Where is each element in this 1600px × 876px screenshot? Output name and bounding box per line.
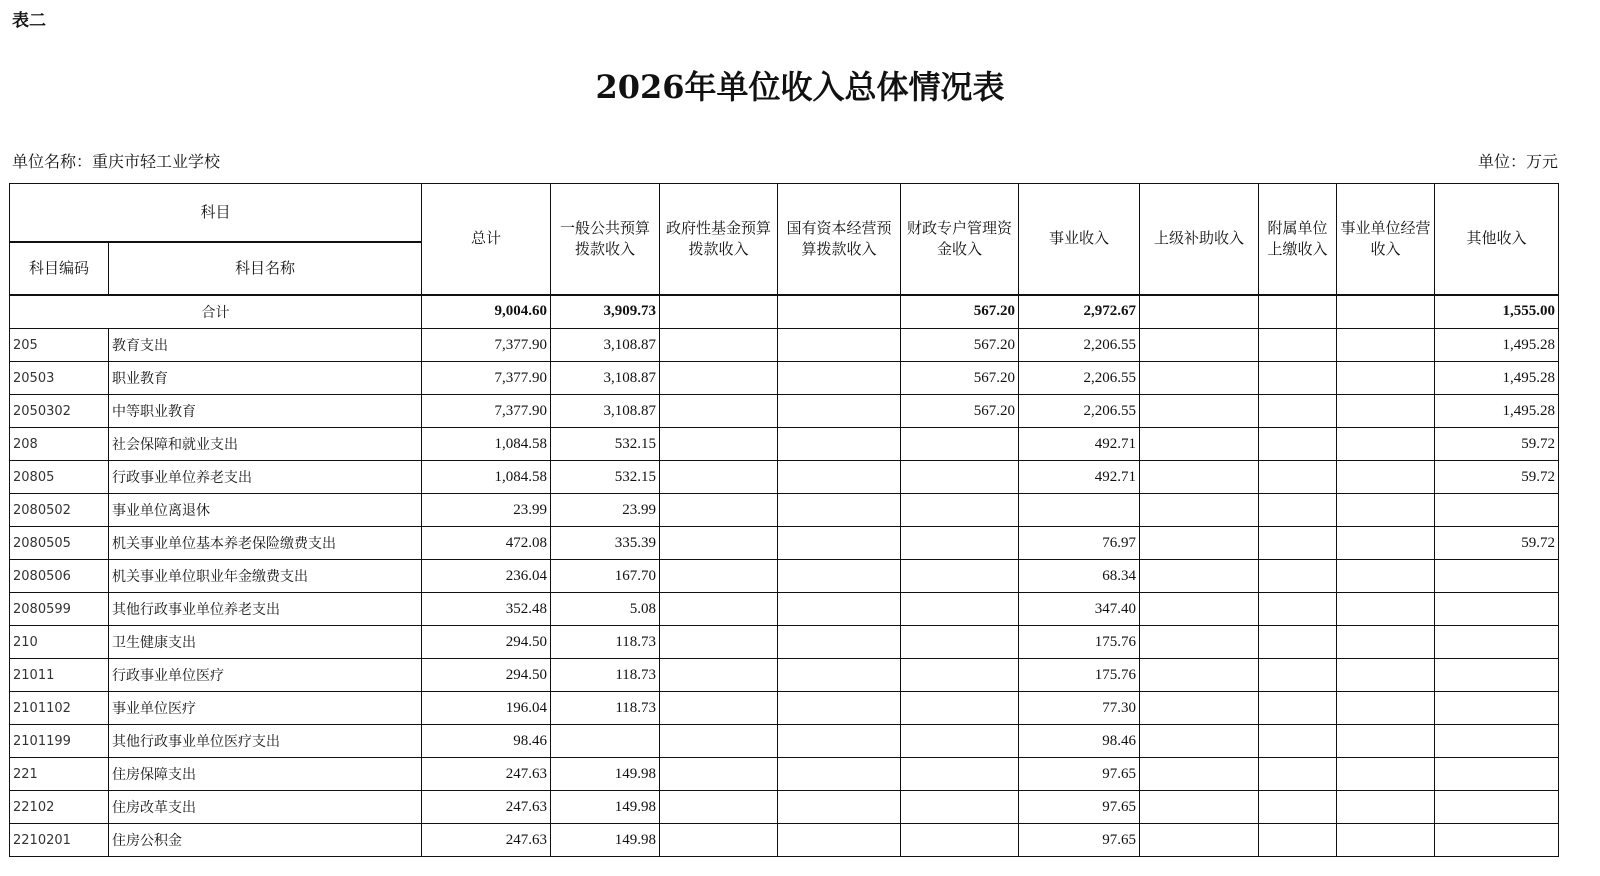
state-capital-cell: [778, 659, 901, 692]
special-fund-cell: [901, 725, 1019, 758]
header-subject-name: 科目名称: [109, 242, 422, 295]
operating-cell: [1337, 494, 1435, 527]
business-cell: 2,206.55: [1019, 395, 1140, 428]
general-public-cell: 118.73: [551, 692, 660, 725]
other-cell: 59.72: [1435, 428, 1559, 461]
state-capital-cell: [778, 692, 901, 725]
affiliated-cell: [1259, 494, 1337, 527]
subject-code-cell: 2080506: [10, 560, 109, 593]
special-fund-cell: [901, 626, 1019, 659]
table-row: [10, 626, 1559, 659]
affiliated-cell: [1259, 758, 1337, 791]
operating-cell: [1337, 362, 1435, 395]
total-general-public-cell: 3,909.73: [551, 295, 660, 329]
business-cell: 68.34: [1019, 560, 1140, 593]
total-cell: 196.04: [422, 692, 551, 725]
total-cell: 9,004.60: [422, 295, 551, 329]
header-general-public-budget: 一般公共预算拨款收入: [551, 184, 660, 295]
subject-code-cell: 21011: [10, 659, 109, 692]
total-affiliated-cell: [1259, 295, 1337, 329]
affiliated-cell: [1259, 659, 1337, 692]
operating-cell: [1337, 395, 1435, 428]
general-public-cell: [551, 725, 660, 758]
total-operating-cell: [1337, 295, 1435, 329]
business-cell: 175.76: [1019, 626, 1140, 659]
business-cell: 347.40: [1019, 593, 1140, 626]
subject-code-cell: 20805: [10, 461, 109, 494]
total-cell: 7,377.90: [422, 395, 551, 428]
total-superior-subsidy-cell: [1140, 295, 1259, 329]
operating-cell: [1337, 758, 1435, 791]
subject-code-cell: 221: [10, 758, 109, 791]
other-cell: [1435, 659, 1559, 692]
affiliated-cell: [1259, 692, 1337, 725]
table-row: [10, 593, 1559, 626]
business-cell: 97.65: [1019, 791, 1140, 824]
affiliated-cell: [1259, 527, 1337, 560]
total-cell: 7,377.90: [422, 362, 551, 395]
special-fund-cell: 567.20: [901, 329, 1019, 362]
unit-name-label: 单位名称：重庆市轻工业学校: [12, 152, 221, 171]
table-row: [10, 461, 1559, 494]
other-cell: [1435, 824, 1559, 857]
table-row: [10, 362, 1559, 395]
general-public-cell: 5.08: [551, 593, 660, 626]
table-row: [10, 494, 1559, 527]
special-fund-cell: [901, 560, 1019, 593]
other-cell: 1,495.28: [1435, 329, 1559, 362]
superior-subsidy-cell: [1140, 593, 1259, 626]
total-state-capital-cell: [778, 295, 901, 329]
business-cell: 492.71: [1019, 461, 1140, 494]
business-cell: 76.97: [1019, 527, 1140, 560]
total-cell: 472.08: [422, 527, 551, 560]
header-special-fund: 财政专户管理资金收入: [901, 184, 1019, 295]
table-number-label: 表二: [12, 11, 46, 31]
business-cell: 2,206.55: [1019, 362, 1140, 395]
subject-code-cell: 2101199: [10, 725, 109, 758]
header-state-capital-budget: 国有资本经营预算拨款收入: [778, 184, 901, 295]
superior-subsidy-cell: [1140, 824, 1259, 857]
superior-subsidy-cell: [1140, 692, 1259, 725]
business-cell: 97.65: [1019, 758, 1140, 791]
state-capital-cell: [778, 461, 901, 494]
subject-code-cell: 2080502: [10, 494, 109, 527]
header-subject-code: 科目编码: [10, 242, 109, 295]
gov-fund-cell: [660, 692, 778, 725]
state-capital-cell: [778, 758, 901, 791]
table-body: [10, 295, 1559, 857]
total-cell: 236.04: [422, 560, 551, 593]
affiliated-cell: [1259, 362, 1337, 395]
subject-code-cell: 2050302: [10, 395, 109, 428]
header-gov-fund-budget: 政府性基金预算拨款收入: [660, 184, 778, 295]
operating-cell: [1337, 527, 1435, 560]
operating-cell: [1337, 461, 1435, 494]
special-fund-cell: [901, 692, 1019, 725]
affiliated-cell: [1259, 395, 1337, 428]
business-cell: 98.46: [1019, 725, 1140, 758]
general-public-cell: 3,108.87: [551, 395, 660, 428]
special-fund-cell: [901, 428, 1019, 461]
superior-subsidy-cell: [1140, 362, 1259, 395]
special-fund-cell: [901, 659, 1019, 692]
superior-subsidy-cell: [1140, 626, 1259, 659]
general-public-cell: 118.73: [551, 626, 660, 659]
subject-name-cell: 机关事业单位基本养老保险缴费支出: [109, 527, 422, 560]
state-capital-cell: [778, 395, 901, 428]
special-fund-cell: [901, 494, 1019, 527]
superior-subsidy-cell: [1140, 758, 1259, 791]
superior-subsidy-cell: [1140, 791, 1259, 824]
affiliated-cell: [1259, 428, 1337, 461]
subject-code-cell: 2101102: [10, 692, 109, 725]
gov-fund-cell: [660, 329, 778, 362]
state-capital-cell: [778, 791, 901, 824]
superior-subsidy-cell: [1140, 395, 1259, 428]
superior-subsidy-cell: [1140, 560, 1259, 593]
other-cell: 1,495.28: [1435, 395, 1559, 428]
superior-subsidy-cell: [1140, 527, 1259, 560]
table-row: [10, 395, 1559, 428]
gov-fund-cell: [660, 560, 778, 593]
special-fund-cell: [901, 824, 1019, 857]
subject-code-cell: 208: [10, 428, 109, 461]
business-cell: 97.65: [1019, 824, 1140, 857]
affiliated-cell: [1259, 461, 1337, 494]
table-row: [10, 824, 1559, 857]
header-subject: 科目: [10, 184, 422, 242]
subject-code-cell: 22102: [10, 791, 109, 824]
superior-subsidy-cell: [1140, 428, 1259, 461]
other-cell: [1435, 560, 1559, 593]
table-row: [10, 692, 1559, 725]
total-cell: 294.50: [422, 626, 551, 659]
state-capital-cell: [778, 527, 901, 560]
total-cell: 294.50: [422, 659, 551, 692]
operating-cell: [1337, 824, 1435, 857]
affiliated-cell: [1259, 626, 1337, 659]
gov-fund-cell: [660, 626, 778, 659]
special-fund-cell: 567.20: [901, 362, 1019, 395]
special-fund-cell: 567.20: [901, 395, 1019, 428]
table-row: [10, 758, 1559, 791]
subject-name-cell: 其他行政事业单位养老支出: [109, 593, 422, 626]
subject-name-cell: 社会保障和就业支出: [109, 428, 422, 461]
subject-name-cell: 机关事业单位职业年金缴费支出: [109, 560, 422, 593]
total-cell: 247.63: [422, 758, 551, 791]
special-fund-cell: [901, 461, 1019, 494]
total-cell: 7,377.90: [422, 329, 551, 362]
general-public-cell: 149.98: [551, 758, 660, 791]
gov-fund-cell: [660, 494, 778, 527]
affiliated-cell: [1259, 560, 1337, 593]
operating-cell: [1337, 626, 1435, 659]
header-superior-subsidy: 上级补助收入: [1140, 184, 1259, 295]
general-public-cell: 3,108.87: [551, 362, 660, 395]
special-fund-cell: [901, 758, 1019, 791]
operating-cell: [1337, 692, 1435, 725]
state-capital-cell: [778, 725, 901, 758]
other-cell: [1435, 692, 1559, 725]
other-cell: 1,495.28: [1435, 362, 1559, 395]
total-cell: 247.63: [422, 791, 551, 824]
other-cell: [1435, 593, 1559, 626]
general-public-cell: 149.98: [551, 824, 660, 857]
subject-code-cell: 2210201: [10, 824, 109, 857]
business-cell: 77.30: [1019, 692, 1140, 725]
subject-code-cell: 210: [10, 626, 109, 659]
affiliated-cell: [1259, 329, 1337, 362]
gov-fund-cell: [660, 428, 778, 461]
subject-name-cell: 教育支出: [109, 329, 422, 362]
subject-name-cell: 中等职业教育: [109, 395, 422, 428]
table-row: [10, 329, 1559, 362]
other-cell: [1435, 758, 1559, 791]
subject-code-cell: 205: [10, 329, 109, 362]
superior-subsidy-cell: [1140, 461, 1259, 494]
business-cell: 492.71: [1019, 428, 1140, 461]
operating-cell: [1337, 593, 1435, 626]
gov-fund-cell: [660, 527, 778, 560]
general-public-cell: 3,108.87: [551, 329, 660, 362]
general-public-cell: 23.99: [551, 494, 660, 527]
income-summary-table: [9, 183, 1559, 857]
page-title: 2026年单位收入总体情况表: [595, 68, 1005, 106]
affiliated-cell: [1259, 791, 1337, 824]
subject-name-cell: 其他行政事业单位医疗支出: [109, 725, 422, 758]
total-cell: 352.48: [422, 593, 551, 626]
subject-name-cell: 行政事业单位医疗: [109, 659, 422, 692]
state-capital-cell: [778, 494, 901, 527]
general-public-cell: 149.98: [551, 791, 660, 824]
other-cell: 59.72: [1435, 461, 1559, 494]
header-total: 总计: [422, 184, 551, 295]
table-row: [10, 659, 1559, 692]
state-capital-cell: [778, 593, 901, 626]
header-affiliated-income: 附属单位上缴收入: [1259, 184, 1337, 295]
subject-code-cell: 2080599: [10, 593, 109, 626]
business-cell: [1019, 494, 1140, 527]
superior-subsidy-cell: [1140, 494, 1259, 527]
gov-fund-cell: [660, 758, 778, 791]
subject-name-cell: 职业教育: [109, 362, 422, 395]
total-gov-fund-cell: [660, 295, 778, 329]
subject-name-cell: 住房公积金: [109, 824, 422, 857]
special-fund-cell: [901, 527, 1019, 560]
total-special-fund-cell: 567.20: [901, 295, 1019, 329]
general-public-cell: 335.39: [551, 527, 660, 560]
state-capital-cell: [778, 560, 901, 593]
affiliated-cell: [1259, 593, 1337, 626]
table-row: [10, 725, 1559, 758]
header-operating-income: 事业单位经营收入: [1337, 184, 1435, 295]
subject-name-cell: 行政事业单位养老支出: [109, 461, 422, 494]
gov-fund-cell: [660, 659, 778, 692]
table-row: [10, 791, 1559, 824]
general-public-cell: 532.15: [551, 428, 660, 461]
gov-fund-cell: [660, 593, 778, 626]
superior-subsidy-cell: [1140, 725, 1259, 758]
gov-fund-cell: [660, 395, 778, 428]
total-row: [10, 295, 1559, 329]
gov-fund-cell: [660, 725, 778, 758]
operating-cell: [1337, 659, 1435, 692]
table-header: [10, 184, 1559, 295]
table-row: [10, 560, 1559, 593]
table-row: [10, 428, 1559, 461]
operating-cell: [1337, 791, 1435, 824]
subject-code-cell: 20503: [10, 362, 109, 395]
total-cell: 98.46: [422, 725, 551, 758]
operating-cell: [1337, 725, 1435, 758]
state-capital-cell: [778, 824, 901, 857]
currency-unit-label: 单位：万元: [1477, 152, 1558, 171]
subject-name-cell: 卫生健康支出: [109, 626, 422, 659]
special-fund-cell: [901, 593, 1019, 626]
other-cell: 59.72: [1435, 527, 1559, 560]
general-public-cell: 532.15: [551, 461, 660, 494]
other-cell: [1435, 494, 1559, 527]
state-capital-cell: [778, 329, 901, 362]
gov-fund-cell: [660, 791, 778, 824]
other-cell: [1435, 725, 1559, 758]
other-cell: [1435, 791, 1559, 824]
total-label: 合计: [10, 295, 422, 329]
general-public-cell: 118.73: [551, 659, 660, 692]
state-capital-cell: [778, 626, 901, 659]
superior-subsidy-cell: [1140, 659, 1259, 692]
subject-name-cell: 住房保障支出: [109, 758, 422, 791]
gov-fund-cell: [660, 362, 778, 395]
special-fund-cell: [901, 791, 1019, 824]
total-business-cell: 2,972.67: [1019, 295, 1140, 329]
subject-name-cell: 住房改革支出: [109, 791, 422, 824]
header-business-income: 事业收入: [1019, 184, 1140, 295]
other-cell: [1435, 626, 1559, 659]
affiliated-cell: [1259, 725, 1337, 758]
gov-fund-cell: [660, 461, 778, 494]
superior-subsidy-cell: [1140, 329, 1259, 362]
business-cell: 175.76: [1019, 659, 1140, 692]
general-public-cell: 167.70: [551, 560, 660, 593]
state-capital-cell: [778, 428, 901, 461]
total-other-cell: 1,555.00: [1435, 295, 1559, 329]
subject-name-cell: 事业单位医疗: [109, 692, 422, 725]
total-cell: 247.63: [422, 824, 551, 857]
operating-cell: [1337, 428, 1435, 461]
total-cell: 1,084.58: [422, 428, 551, 461]
state-capital-cell: [778, 362, 901, 395]
subject-name-cell: 事业单位离退休: [109, 494, 422, 527]
total-cell: 23.99: [422, 494, 551, 527]
header-other-income: 其他收入: [1435, 184, 1559, 295]
business-cell: 2,206.55: [1019, 329, 1140, 362]
gov-fund-cell: [660, 824, 778, 857]
operating-cell: [1337, 560, 1435, 593]
subject-code-cell: 2080505: [10, 527, 109, 560]
operating-cell: [1337, 329, 1435, 362]
affiliated-cell: [1259, 824, 1337, 857]
table-row: [10, 527, 1559, 560]
total-cell: 1,084.58: [422, 461, 551, 494]
